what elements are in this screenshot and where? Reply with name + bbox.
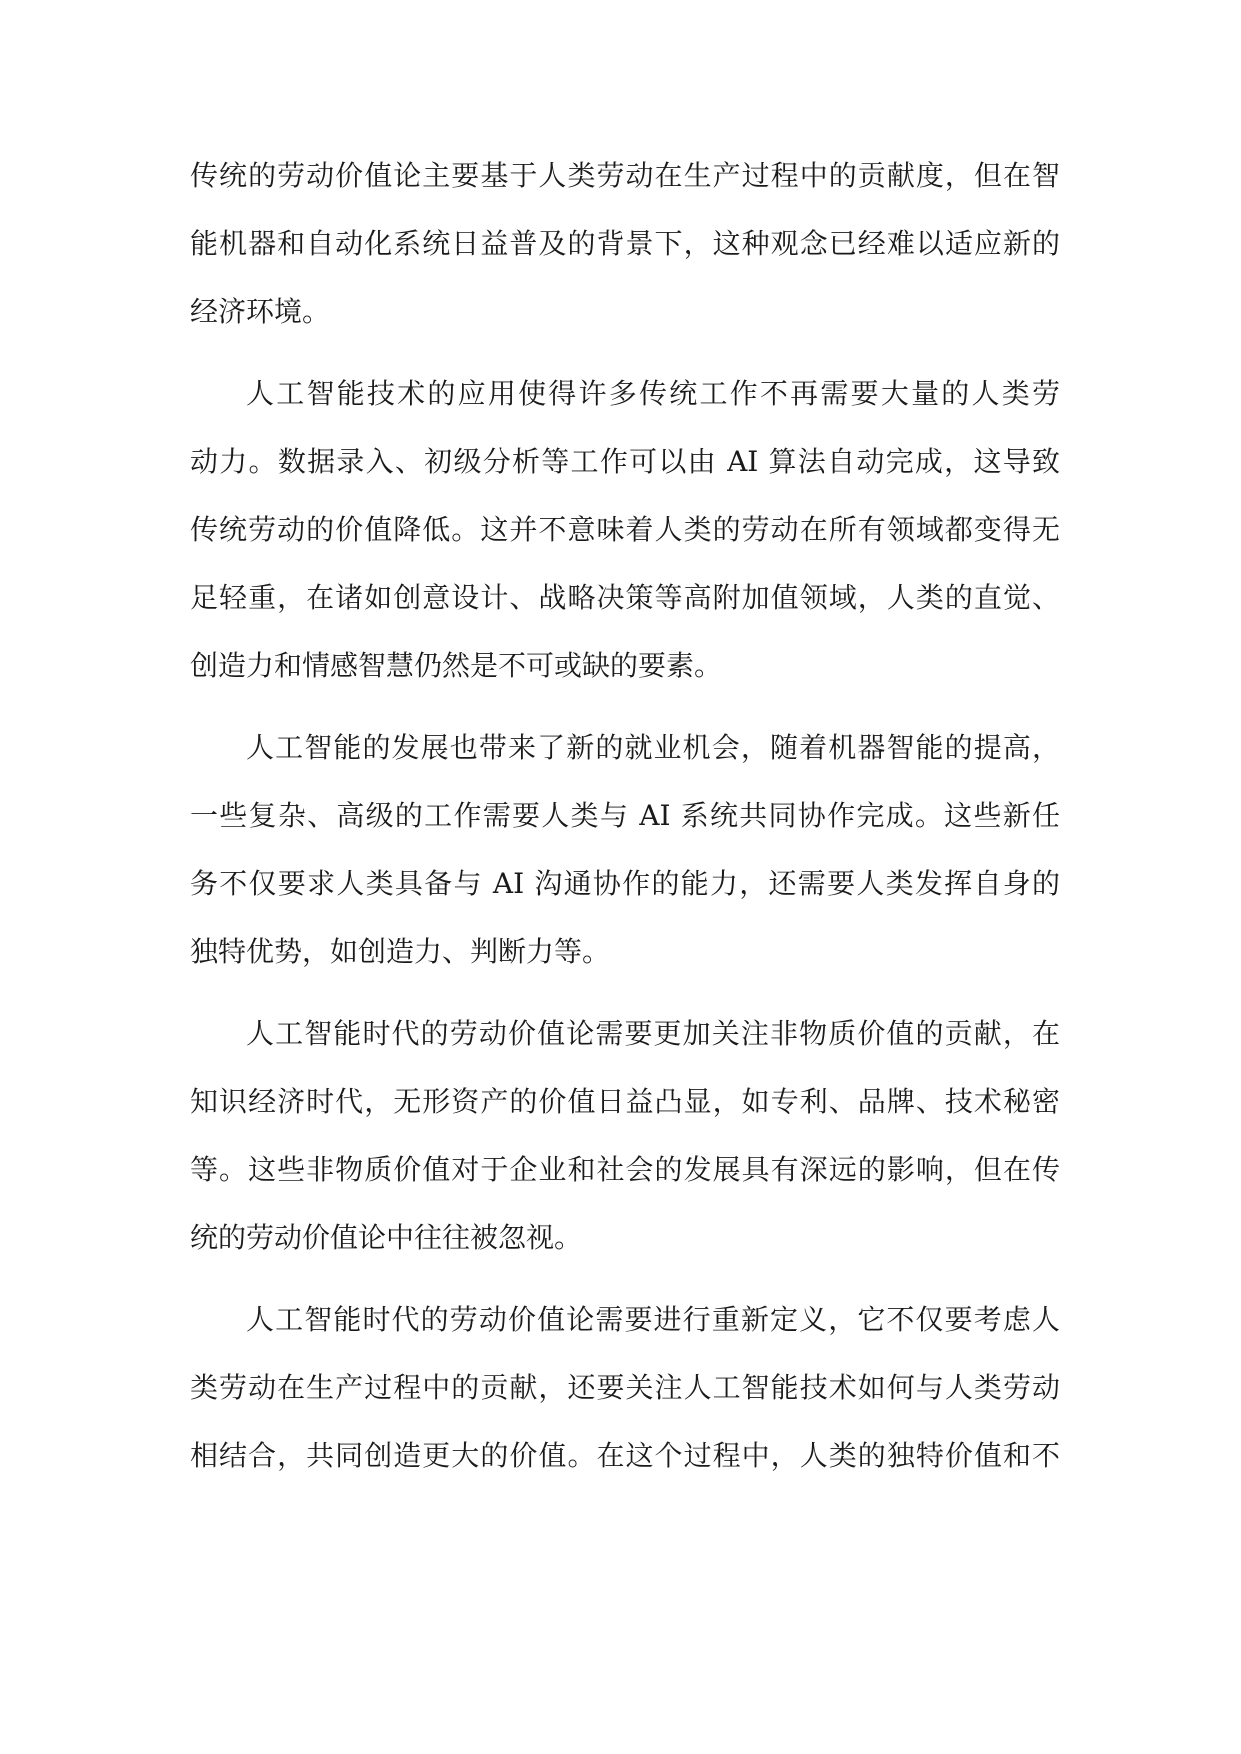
text-line: 等。这些非物质价值对于企业和社会的发展具有深远的影响，但在传 bbox=[190, 1153, 1060, 1186]
paragraph-gap bbox=[190, 986, 1060, 1000]
text-line: 统的劳动价值论中往往被忽视。 bbox=[190, 1221, 583, 1254]
text-line: 相结合，共同创造更大的价值。在这个过程中，人类的独特价值和不 bbox=[190, 1439, 1060, 1472]
text-line: 人工智能技术的应用使得许多传统工作不再需要大量的人类劳 bbox=[246, 377, 1060, 410]
text-line: 人工智能的发展也带来了新的就业机会，随着机器智能的提高， bbox=[246, 731, 1060, 764]
paragraph-gap bbox=[190, 700, 1060, 714]
document-body bbox=[190, 142, 1060, 1490]
paragraph-2 bbox=[190, 360, 1060, 700]
text-line: 务不仅要求人类具备与 AI 沟通协作的能力，还需要人类发挥自身的 bbox=[190, 867, 1060, 900]
text-line: 人工智能时代的劳动价值论需要更加关注非物质价值的贡献，在 bbox=[246, 1017, 1060, 1050]
text-line: 一些复杂、高级的工作需要人类与 AI 系统共同协作完成。这些新任 bbox=[190, 799, 1060, 832]
text-line: 知识经济时代，无形资产的价值日益凸显，如专利、品牌、技术秘密 bbox=[190, 1085, 1060, 1118]
text-line: 传统的劳动价值论主要基于人类劳动在生产过程中的贡献度，但在智 bbox=[190, 159, 1060, 192]
text-line: 经济环境。 bbox=[190, 295, 331, 328]
text-line: 创造力和情感智慧仍然是不可或缺的要素。 bbox=[190, 649, 723, 682]
paragraph-5 bbox=[190, 1286, 1060, 1490]
text-line: 传统劳动的价值降低。这并不意味着人类的劳动在所有领域都变得无 bbox=[190, 513, 1060, 546]
text-line: 独特优势，如创造力、判断力等。 bbox=[190, 935, 611, 968]
paragraph-3 bbox=[190, 714, 1060, 986]
text-line: 动力。数据录入、初级分析等工作可以由 AI 算法自动完成，这导致 bbox=[190, 445, 1060, 478]
text-line: 类劳动在生产过程中的贡献，还要关注人工智能技术如何与人类劳动 bbox=[190, 1371, 1060, 1404]
paragraph-gap bbox=[190, 1272, 1060, 1286]
text-line: 能机器和自动化系统日益普及的背景下，这种观念已经难以适应新的 bbox=[190, 227, 1060, 260]
paragraph-4 bbox=[190, 1000, 1060, 1272]
text-line: 足轻重，在诸如创意设计、战略决策等高附加值领域，人类的直觉、 bbox=[190, 581, 1060, 614]
paragraph-1 bbox=[190, 142, 1060, 346]
text-line: 人工智能时代的劳动价值论需要进行重新定义，它不仅要考虑人 bbox=[246, 1303, 1060, 1336]
paragraph-gap bbox=[190, 346, 1060, 360]
